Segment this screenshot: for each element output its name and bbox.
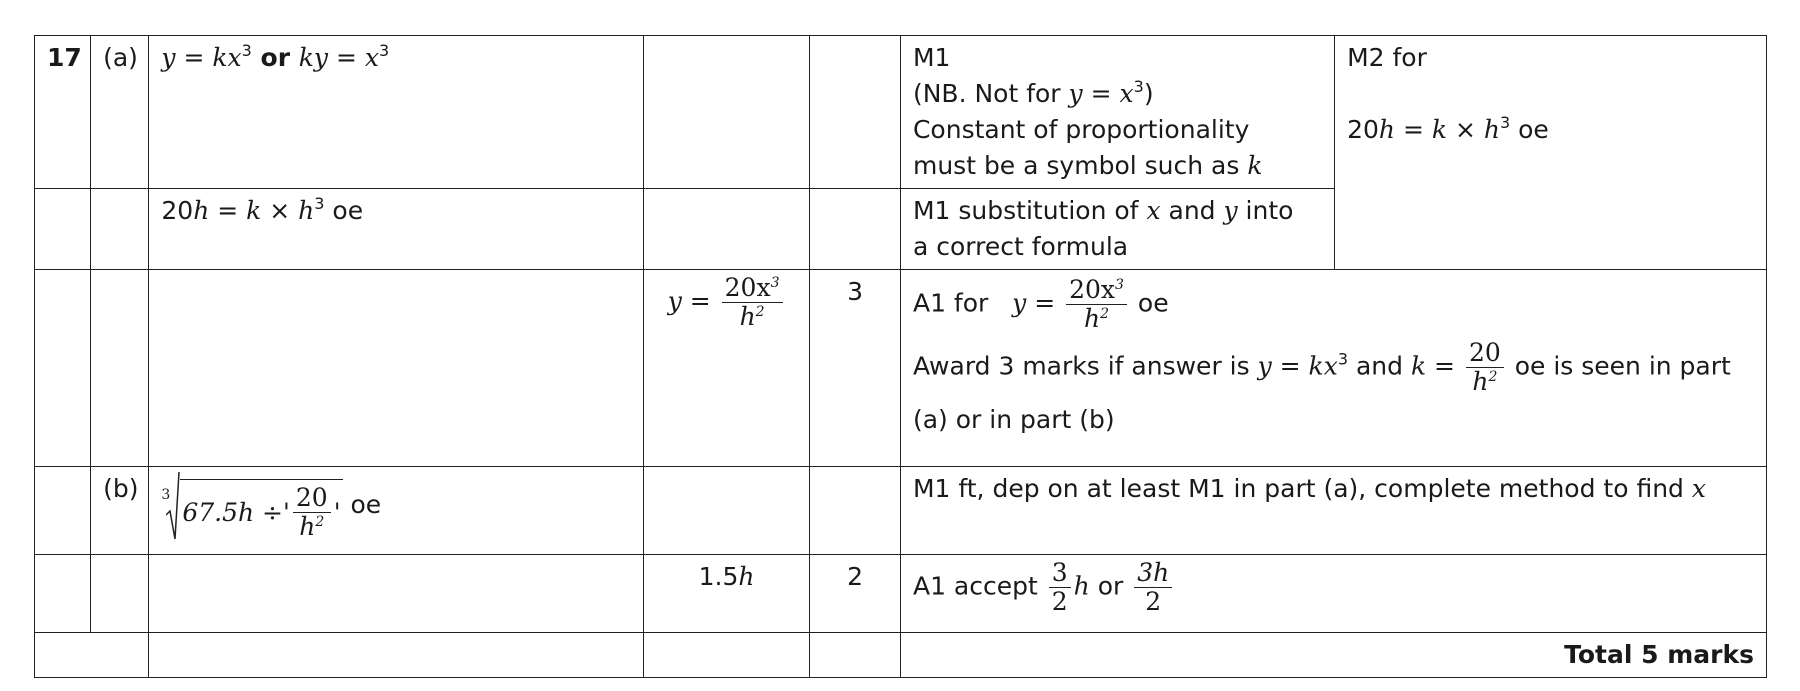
answer-cell [644, 36, 810, 189]
total-marks: Total 5 marks [900, 633, 1766, 678]
notes-cell: A1 for y = $\frac{20x^3}{h^2}$ oe Award 3 marks if answer is $y = kx^3$ and k = $\frac{20}{h^2}$ oe is seen in part (a) or in part (b) [900, 270, 1766, 467]
answer-cell: 1.5h [644, 555, 810, 633]
question-number: 17 [35, 36, 91, 189]
part-label-b: (b) [91, 467, 149, 555]
working-cell: $20h = k \times h^3$ oe [149, 189, 644, 270]
fraction: $\frac{20x^3}{h^2}$ [1066, 276, 1127, 333]
fraction: $\frac{3h}{2}$ [1134, 559, 1172, 616]
part-label-a: (a) [91, 36, 149, 189]
fraction: $\frac{20x^3}{h^2}$ [722, 274, 783, 331]
radical-sign-icon [166, 471, 180, 541]
table-row [35, 467, 1767, 555]
fraction: $\frac{3}{2}$ [1049, 559, 1071, 616]
table-row [35, 36, 1767, 189]
table-row [35, 633, 1767, 678]
working-cell: $y = kx^3$ or ky = $x^3$ [149, 36, 644, 189]
fraction: $\frac{20}{h^2}$ [1466, 339, 1504, 396]
notes-cell: A1 accept $\frac{3}{2}$ h or $\frac{3h}{2}$ [900, 555, 1766, 633]
answer-cell: y = $\frac{20x^3}{h^2}$ [644, 270, 810, 467]
working-cell: 3 67.5h ÷ ' $\frac{20}{h^2}$ ' oe [149, 467, 644, 555]
table-row [35, 555, 1767, 633]
alternative-method-cell: M2 for $20h = k \times h^3$ oe [1335, 36, 1767, 270]
table-row [35, 270, 1767, 467]
cube-root: 3 67.5h ÷ ' $\frac{20}{h^2}$ ' [161, 471, 342, 541]
notes-cell: M1 (NB. Not for $y = x^3$) Constant of proportionality must be a symbol such as k [900, 36, 1334, 189]
mark-cell: 3 [810, 270, 901, 467]
mark-cell [810, 36, 901, 189]
mark-scheme-table [34, 35, 1767, 678]
notes-cell: M1 ft, dep on at least M1 in part (a), complete method to find x [900, 467, 1766, 555]
notes-cell: M1 substitution of x and y into a correct formula [900, 189, 1334, 270]
mark-cell: 2 [810, 555, 901, 633]
